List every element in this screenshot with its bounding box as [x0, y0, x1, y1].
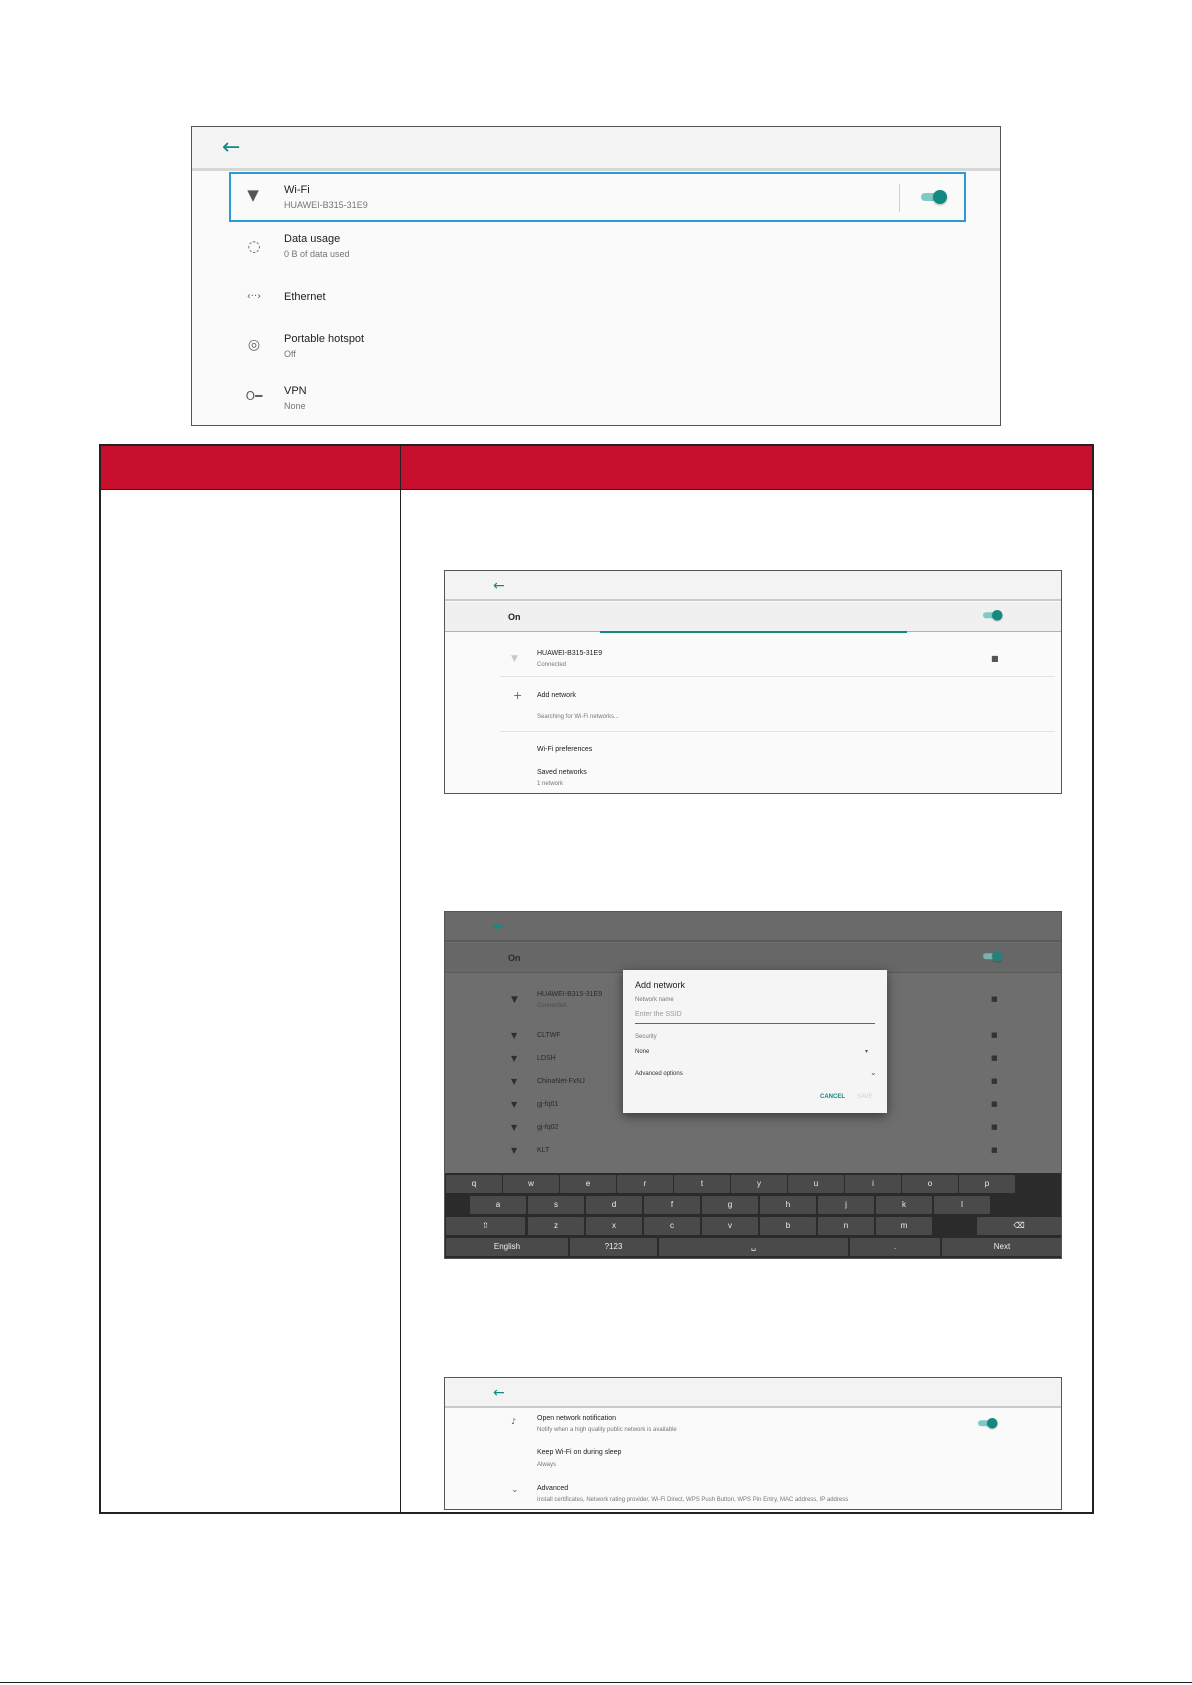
wifi-preferences-item[interactable]: Wi-Fi preferences [537, 746, 593, 753]
network-status: Connected [537, 662, 567, 668]
key[interactable]: v [702, 1217, 758, 1235]
data-usage-row[interactable] [192, 225, 1000, 275]
ssid-input-underline [635, 1023, 875, 1024]
hotspot-title: Portable hotspot [284, 333, 365, 345]
period-key[interactable]: . [850, 1238, 940, 1256]
network-name: LDSH [537, 1055, 556, 1062]
key[interactable]: b [760, 1217, 816, 1235]
add-icon: + [513, 689, 523, 702]
wifi-icon: ▼ [247, 186, 259, 204]
key[interactable]: e [560, 1175, 616, 1193]
next-key[interactable]: Next [942, 1238, 1062, 1256]
wifi-row[interactable] [229, 172, 966, 222]
notification-toggle[interactable] [978, 1418, 998, 1429]
key[interactable]: f [644, 1196, 700, 1214]
key[interactable]: l [934, 1196, 990, 1214]
table-header [101, 446, 1092, 489]
notification-bell-icon: ♪ [511, 1417, 517, 1426]
header-divider [101, 489, 1092, 490]
wifi-signal-icon: ▼ [511, 995, 518, 1005]
vpn-key-icon: O━ [245, 389, 263, 403]
chevron-down-icon[interactable]: ⌄ [870, 1068, 877, 1077]
wifi-signal-icon: ▼ [511, 1146, 518, 1155]
ssid-input[interactable]: Enter the SSID [635, 1011, 682, 1018]
key[interactable]: m [876, 1217, 932, 1235]
back-arrow-icon[interactable]: ← [493, 578, 505, 594]
app-bar [192, 127, 1000, 171]
wifi-preferences-screenshot [444, 1377, 1062, 1510]
cancel-button[interactable]: CANCEL [820, 1094, 845, 1100]
key[interactable]: w [503, 1175, 559, 1193]
security-label: Security [635, 1034, 657, 1040]
divider [899, 184, 900, 212]
wifi-signal-icon: ▼ [511, 1123, 518, 1132]
wifi-list-screenshot [444, 570, 1062, 794]
searching-text: Searching for Wi-Fi networks... [537, 714, 620, 720]
network-name: HUAWEI-B315-31E9 [537, 650, 603, 657]
toggle-knob [992, 951, 1003, 962]
shift-key[interactable]: ⇧ [446, 1217, 525, 1235]
lock-icon: ■ [991, 1054, 998, 1062]
hotspot-subtitle: Off [284, 349, 296, 359]
add-network-dialog [623, 970, 887, 1113]
network-name: CLTWF [537, 1032, 561, 1039]
advanced-title: Advanced [537, 1485, 569, 1492]
wifi-master-switch-bar[interactable] [445, 943, 1061, 973]
dialog-title: Add network [635, 980, 686, 990]
chevron-down-icon: ⌄ [511, 1485, 519, 1495]
data-usage-title: Data usage [284, 233, 341, 245]
lock-icon: ■ [991, 1146, 998, 1154]
advanced-options-toggle[interactable]: Advanced options [635, 1071, 683, 1077]
network-name: gj-fq01 [537, 1101, 559, 1108]
saved-networks-item[interactable]: Saved networks [537, 769, 587, 776]
wifi-signal-icon: ▼ [511, 1054, 518, 1063]
lock-icon: ■ [991, 1123, 998, 1131]
network-settings-screenshot [191, 126, 1001, 426]
lock-icon: ■ [991, 1077, 998, 1085]
backspace-key[interactable]: ⌫ [977, 1217, 1061, 1235]
key[interactable]: u [788, 1175, 844, 1193]
network-name: ChinaNet-FxNJ [537, 1078, 585, 1085]
network-name: HUAWEI-B315-31E9 [537, 991, 603, 998]
separator [500, 676, 1055, 677]
vpn-subtitle: None [284, 401, 306, 411]
key[interactable]: z [528, 1217, 584, 1235]
on-label: On [508, 612, 521, 622]
saved-networks-count: 1 network [537, 781, 564, 787]
language-key[interactable]: English [446, 1238, 568, 1256]
key[interactable]: q [446, 1175, 502, 1193]
wifi-signal-icon: ▼ [511, 1100, 518, 1109]
key[interactable]: h [760, 1196, 816, 1214]
key[interactable]: k [876, 1196, 932, 1214]
network-name: gj-fq02 [537, 1124, 559, 1131]
network-name: KLT [537, 1147, 550, 1154]
back-arrow-icon[interactable]: ← [493, 1385, 505, 1401]
space-key[interactable]: ␣ [659, 1238, 848, 1256]
key[interactable]: n [818, 1217, 874, 1235]
keep-wifi-on-title: Keep Wi-Fi on during sleep [537, 1449, 622, 1456]
add-network-screenshot [444, 911, 1062, 1259]
key[interactable]: y [731, 1175, 787, 1193]
network-status: Connected [537, 1003, 567, 1009]
app-bar [445, 571, 1061, 601]
wifi-subtitle: HUAWEI-B315-31E9 [284, 200, 368, 210]
key[interactable]: p [959, 1175, 1015, 1193]
key[interactable]: a [470, 1196, 526, 1214]
ethernet-icon: ‹··› [246, 291, 262, 302]
data-usage-icon: ◌ [247, 237, 261, 255]
key[interactable]: j [818, 1196, 874, 1214]
app-bar [445, 912, 1061, 942]
key[interactable]: t [674, 1175, 730, 1193]
key[interactable]: i [845, 1175, 901, 1193]
toggle-knob [992, 610, 1003, 621]
advanced-subtitle: Install certificates, Network rating provider, Wi-Fi Direct, WPS Push Button, WPS Pin Entry, MAC address, IP address [537, 1497, 849, 1503]
back-arrow-icon[interactable]: ← [493, 919, 505, 935]
chevron-down-icon[interactable]: ▾ [865, 1048, 869, 1055]
keep-wifi-on-subtitle: Always [537, 1462, 557, 1468]
key[interactable]: s [528, 1196, 584, 1214]
save-button[interactable]: SAVE [857, 1094, 873, 1100]
wifi-signal-icon: ▼ [511, 1077, 518, 1086]
ethernet-row[interactable] [192, 277, 1000, 322]
key[interactable]: c [644, 1217, 700, 1235]
wifi-toggle[interactable] [921, 190, 947, 204]
numbers-key[interactable]: ?123 [570, 1238, 657, 1256]
wifi-signal-icon: ▼ [511, 1031, 518, 1040]
lock-icon: ■ [991, 995, 998, 1003]
open-network-notification-subtitle: Notify when a high quality public network is available [537, 1427, 677, 1433]
wifi-master-switch-bar[interactable] [445, 602, 1061, 632]
page-footer-line [0, 1682, 1192, 1683]
app-bar [445, 1378, 1061, 1408]
vpn-row[interactable] [192, 375, 1000, 425]
back-arrow-icon[interactable]: ← [222, 135, 241, 160]
key[interactable]: x [586, 1217, 642, 1235]
wifi-signal-icon: ▼ [511, 654, 518, 664]
portable-hotspot-row[interactable] [192, 325, 1000, 375]
key[interactable]: d [586, 1196, 642, 1214]
toggle-knob [933, 190, 947, 204]
hotspot-icon: ◎ [247, 337, 261, 353]
on-label: On [508, 953, 521, 963]
scan-progress-bar [600, 631, 907, 633]
open-network-notification-title: Open network notification [537, 1415, 616, 1422]
key[interactable]: o [902, 1175, 958, 1193]
toggle-knob [987, 1418, 998, 1429]
data-usage-subtitle: 0 B of data used [284, 249, 350, 259]
wifi-title: Wi-Fi [284, 184, 310, 196]
key[interactable]: r [617, 1175, 673, 1193]
column-divider [400, 446, 401, 1512]
lock-icon: ■ [991, 1031, 998, 1039]
separator [500, 731, 1055, 732]
key[interactable]: g [702, 1196, 758, 1214]
lock-icon: ■ [991, 654, 999, 663]
ethernet-title: Ethernet [284, 291, 326, 303]
vpn-title: VPN [284, 385, 307, 397]
network-name-label: Network name [635, 997, 674, 1003]
lock-icon: ■ [991, 1100, 998, 1108]
wifi-toggle[interactable] [983, 951, 1003, 962]
wifi-toggle[interactable] [983, 610, 1003, 621]
on-screen-keyboard [445, 1173, 1061, 1259]
add-network-label: Add network [537, 692, 576, 699]
security-select[interactable]: None [635, 1049, 650, 1055]
